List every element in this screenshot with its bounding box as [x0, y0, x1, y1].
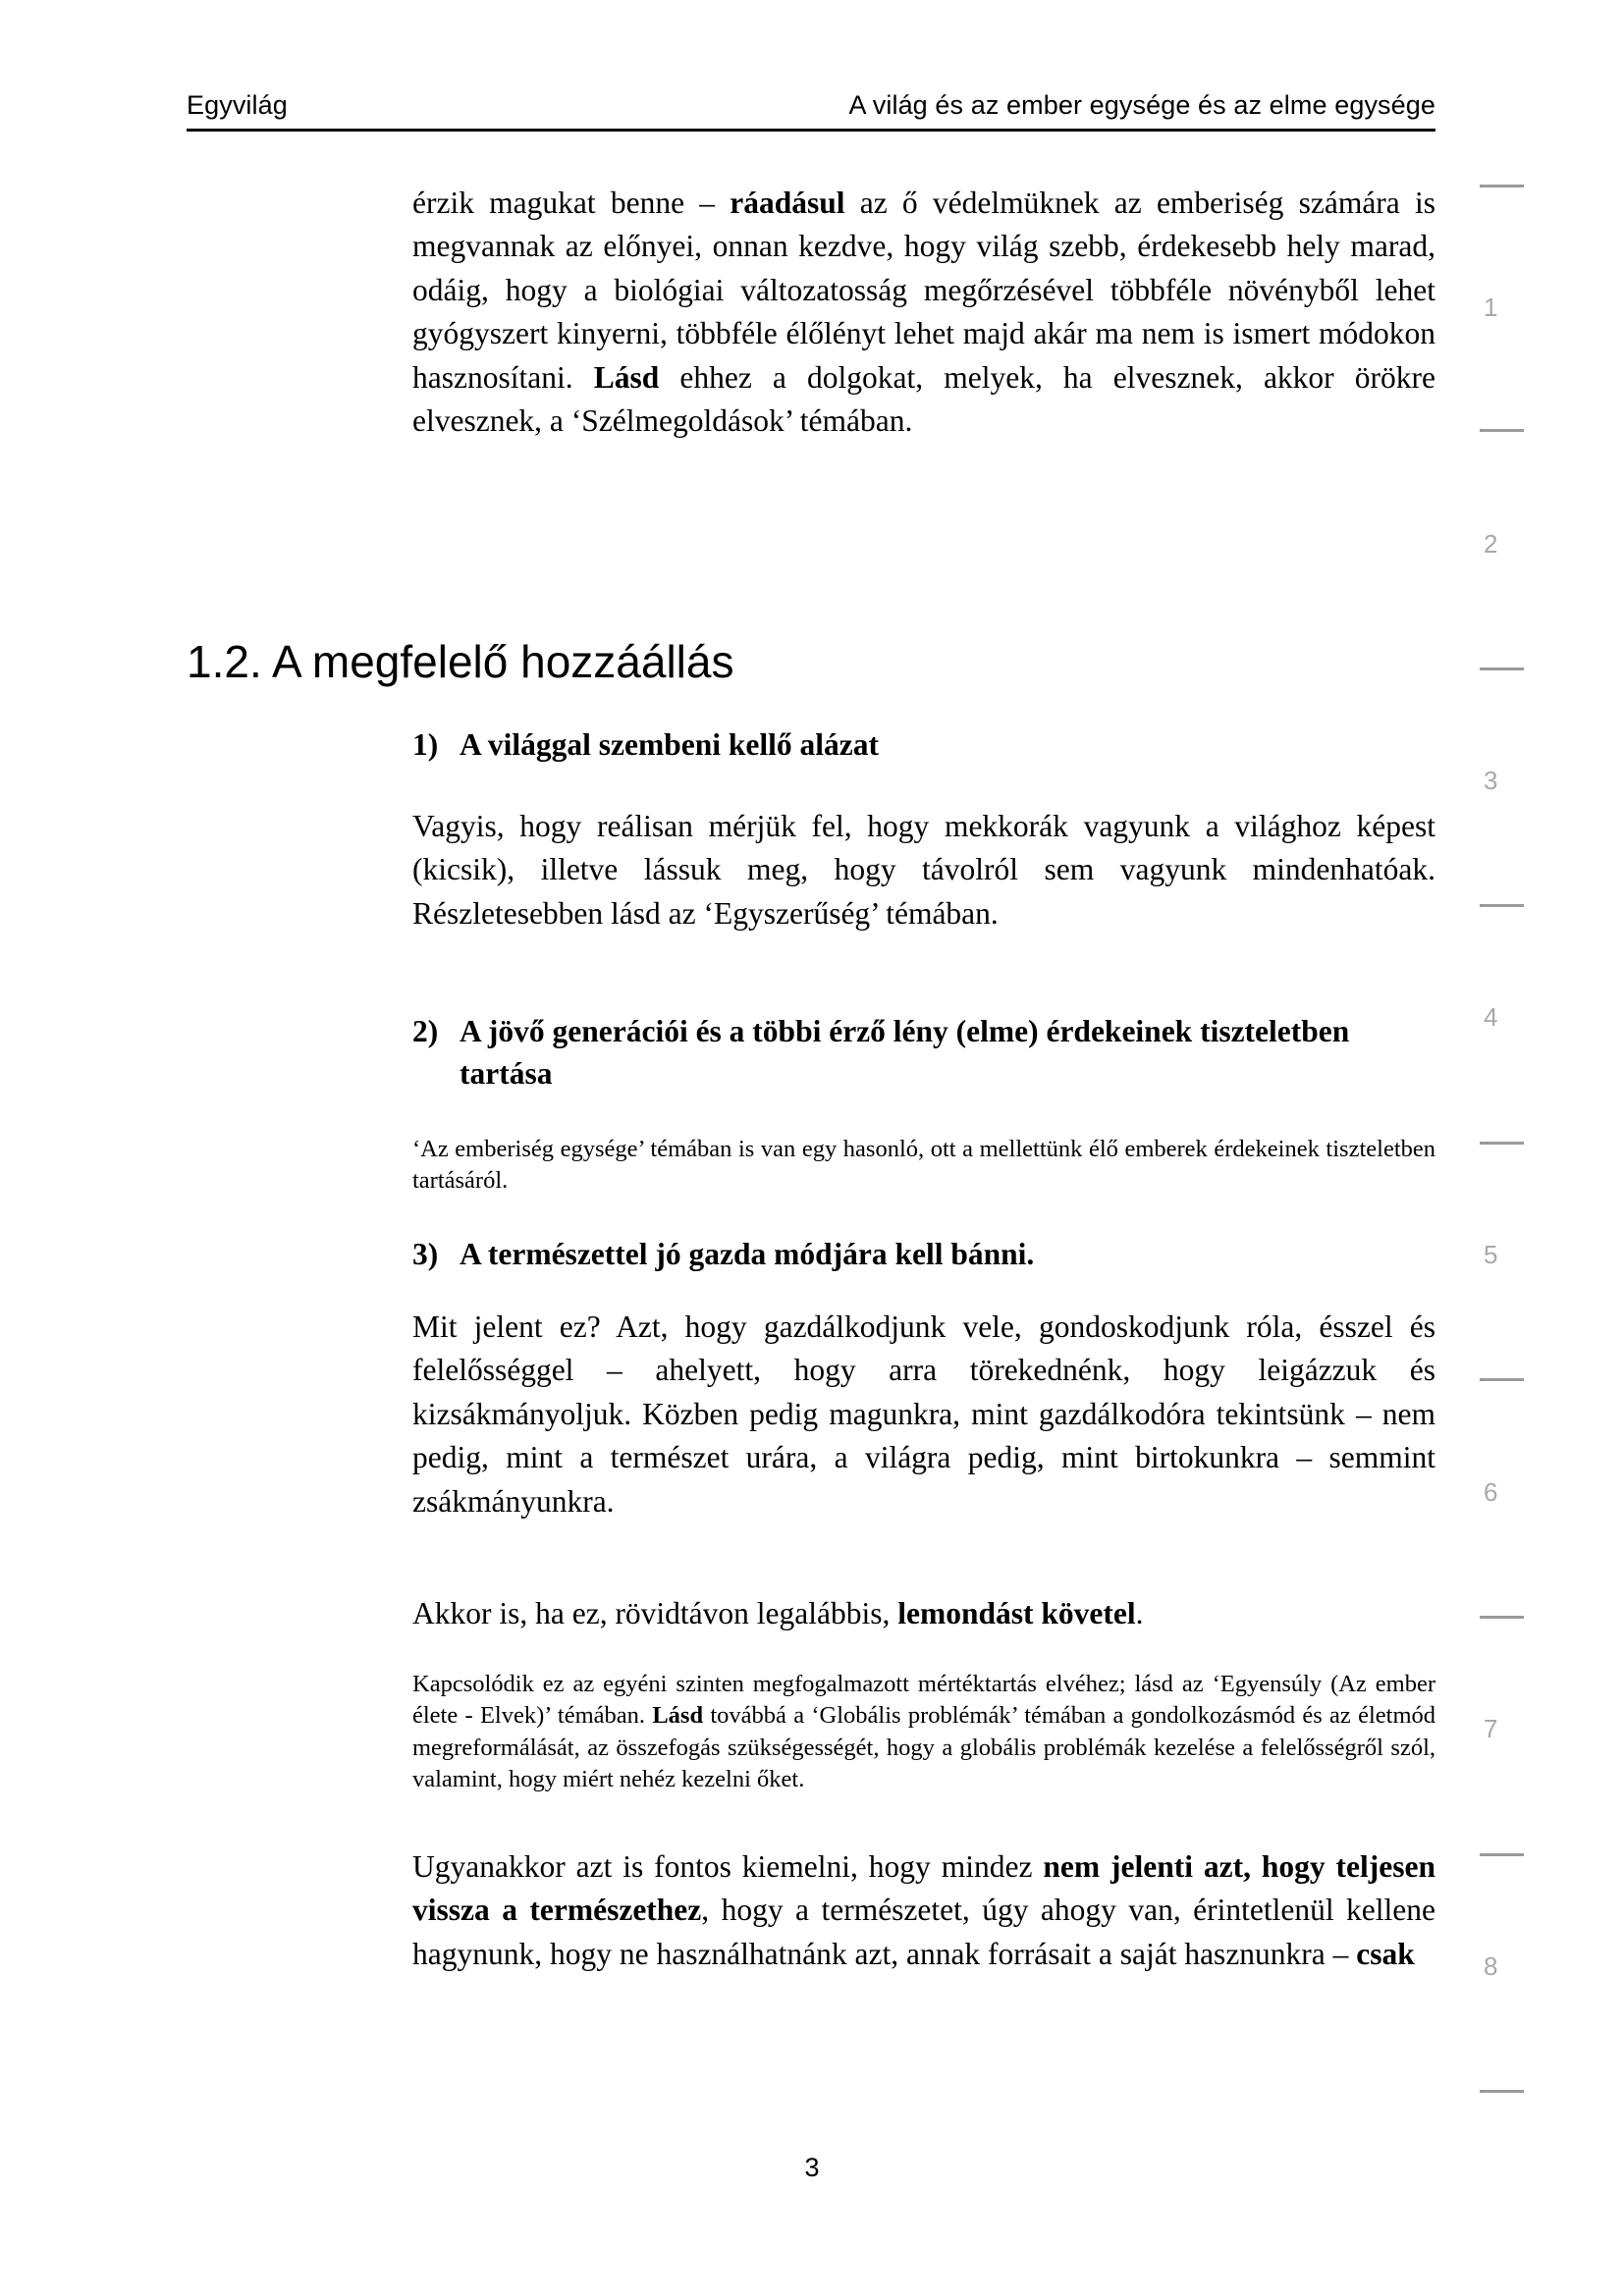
item-3-paragraph-block [412, 1306, 1435, 1523]
kapcsolodik-bold-lasd: Lásd [652, 1702, 704, 1730]
ruler-tick [1480, 904, 1524, 907]
ugyanakkor-bold-csak: csak [1356, 1936, 1415, 1971]
section-heading: 1.2. A megfelelő hozzáállás [187, 636, 734, 687]
ruler-number: 6 [1484, 1477, 1498, 1507]
item-2-note-block [412, 1134, 1435, 1198]
kapcsolodik-note-block [412, 1669, 1435, 1795]
numbered-item-2-block [412, 1011, 1435, 1095]
ruler-tick [1480, 1378, 1524, 1381]
ruler-number: 8 [1484, 1951, 1498, 1981]
item-3-title: A természettel jó gazda módjára kell bánni. [460, 1237, 1035, 1271]
ugyanakkor-text-part-1: Ugyanakkor azt is fontos kiemelni, hogy mindez [412, 1849, 1044, 1884]
akkor-bold-lemondast: lemondást követel [897, 1596, 1136, 1630]
numbered-item-1-block [412, 724, 1435, 767]
page-number: 3 [804, 2153, 820, 2182]
item-1-paragraph-block [412, 805, 1435, 935]
ruler-tick [1480, 2090, 1524, 2093]
ugyanakkor-bold-nem-jelenti: nem jelenti azt, hogy teljesen vissza a természethez [412, 1849, 1435, 1928]
margin-line-ruler [1470, 0, 1578, 2296]
header-right-title: A világ és az ember egysége és az elme egysége [848, 90, 1435, 120]
intro-text-part-1: érzik magukat benne – [412, 186, 731, 220]
intro-paragraph [412, 182, 1435, 443]
item-1-title: A világgal szembeni kellő alázat [460, 727, 879, 762]
numbered-item-3-block [412, 1234, 1435, 1276]
item-2-title: A jövő generációi és a többi érző lény (elme) érdekeinek tiszteletben tartása [460, 1014, 1350, 1091]
ruler-number: 1 [1484, 293, 1498, 322]
numbered-item-2-heading [412, 1011, 1435, 1095]
intro-bold-lasd: Lásd [593, 359, 660, 395]
numbered-item-1-heading [412, 724, 1435, 767]
ruler-tick [1480, 667, 1524, 670]
intro-bold-raadasul: ráadásul [730, 186, 845, 220]
ugyanakkor-paragraph [412, 1845, 1435, 1976]
ruler-tick [1480, 1853, 1524, 1856]
item-1-paragraph: Vagyis, hogy reálisan mérjük fel, hogy mekkorák vagyunk a világhoz képest (kicsik), illetve lássuk meg, hogy távolról sem vagyunk mindenhatóak. Részletesebben lásd az ‘Egyszerűség’ témában. [412, 809, 1435, 931]
item-3-marker: 3) [412, 1237, 439, 1271]
item-1-marker: 1) [412, 727, 439, 762]
item-2-note: ‘Az emberiség egysége’ témában is van egy hasonló, ott a mellettünk élő emberek érdekeinek tiszteletben tartásáról. [412, 1136, 1435, 1195]
kapcsolodik-text-part-1: Kapcsolódik ez az egyéni szinten megfogalmazott mértéktartás elvéhez; lásd az ‘Egyensúly (Az ember élete - Elvek)’ témában. [412, 1671, 1435, 1730]
ruler-number: 2 [1484, 529, 1498, 559]
ugyanakkor-paragraph-block [412, 1845, 1435, 1976]
running-header [187, 90, 1435, 121]
ruler-tick [1480, 1142, 1524, 1145]
numbered-item-3-heading [412, 1234, 1435, 1276]
ruler-number: 7 [1484, 1714, 1498, 1743]
item-3-paragraph: Mit jelent ez? Azt, hogy gazdálkodjunk vele, gondoskodjunk róla, ésszel és felelősséggel – ahelyett, hogy arra törekednénk, hogy leigázzuk és kizsákmányoljuk. Közben pedig magunkra, mint gazdálkodóra tekintsünk – nem pedig, mint a természet urára, a világra pedig, mint birtokunkra – semmint zsákmányunkra. [412, 1309, 1435, 1519]
header-left-title: Egyvilág [187, 90, 288, 120]
header-divider-rule [187, 129, 1435, 132]
ruler-tick [1480, 1616, 1524, 1619]
kapcsolodik-text-part-2: továbbá a ‘Globális problémák’ témában a gondolkozásmód és az életmód megreformálását, az összefogás szükségességét, hogy a globális problémák kezelése a felelősségről szól, valamint, hogy miért nehéz kezelni őket. [412, 1702, 1436, 1792]
ruler-number: 4 [1484, 1002, 1498, 1032]
ruler-number: 5 [1484, 1240, 1498, 1269]
intro-text-part-3: ehhez a dolgokat, melyek, ha elvesznek, akkor örökre elvesznek, a ‘Szélmegoldások’ témában. [412, 359, 1435, 439]
kapcsolodik-note [412, 1669, 1435, 1795]
akkor-text-part-1: Akkor is, ha ez, rövidtávon legalábbis, [412, 1596, 898, 1630]
ruler-number: 3 [1484, 766, 1498, 795]
akkor-paragraph [412, 1592, 1435, 1635]
ugyanakkor-text-part-2: , hogy a természetet, úgy ahogy van, érintetlenül kellene hagynunk, hogy ne használhatnánk azt, annak forrásait a saját hasznunkra – [412, 1893, 1435, 1971]
intro-paragraph-block [412, 182, 1435, 443]
ruler-tick [1480, 185, 1524, 187]
intro-text-part-2: az ő védelmüknek az emberiség számára is megvannak az előnyei, onnan kezdve, hogy világ szebb, érdekesebb hely marad, odáig, hogy a biológiai változatosság megőrzésével többféle növényből lehet gyógyszert kinyerni, többféle élőlényt lehet majd akár ma nem is ismert módokon hasznosítani. [412, 186, 1435, 395]
item-2-marker: 2) [412, 1014, 439, 1048]
akkor-text-part-2: . [1135, 1596, 1144, 1630]
akkor-paragraph-block [412, 1592, 1435, 1635]
ruler-tick [1480, 429, 1524, 432]
